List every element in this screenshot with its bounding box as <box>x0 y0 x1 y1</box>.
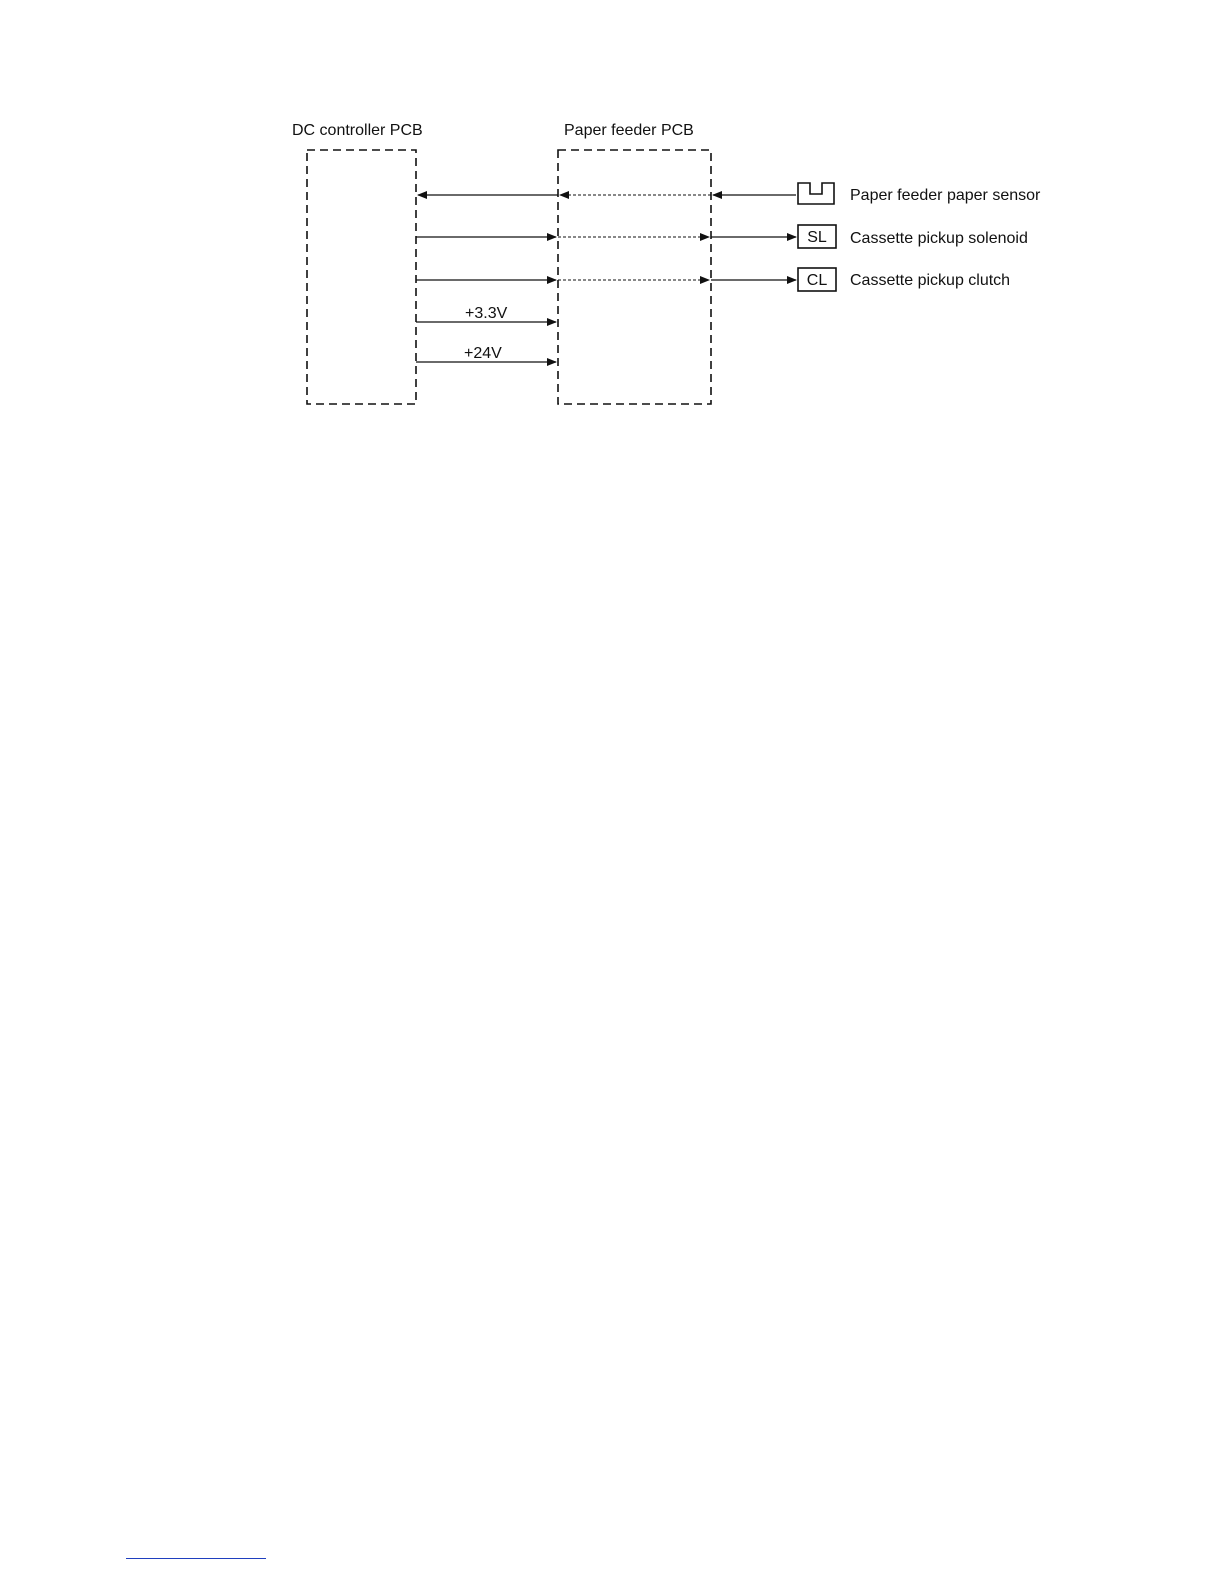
dc-controller-title: DC controller PCB <box>292 122 423 139</box>
supply-24v-label: +24V <box>464 345 502 362</box>
dc-controller-box <box>307 150 416 404</box>
solenoid-code: SL <box>807 229 827 246</box>
paper-feeder-title: Paper feeder PCB <box>564 122 694 139</box>
supply-3v3-label: +3.3V <box>465 305 508 322</box>
paper-feeder-box <box>558 150 711 404</box>
footer-rule <box>126 1558 266 1559</box>
paper-sensor-icon <box>798 183 834 204</box>
clutch-code: CL <box>806 272 828 289</box>
solenoid-label: Cassette pickup solenoid <box>850 230 1028 247</box>
sensor-label: Paper feeder paper sensor <box>850 187 1041 204</box>
clutch-label: Cassette pickup clutch <box>850 272 1011 289</box>
